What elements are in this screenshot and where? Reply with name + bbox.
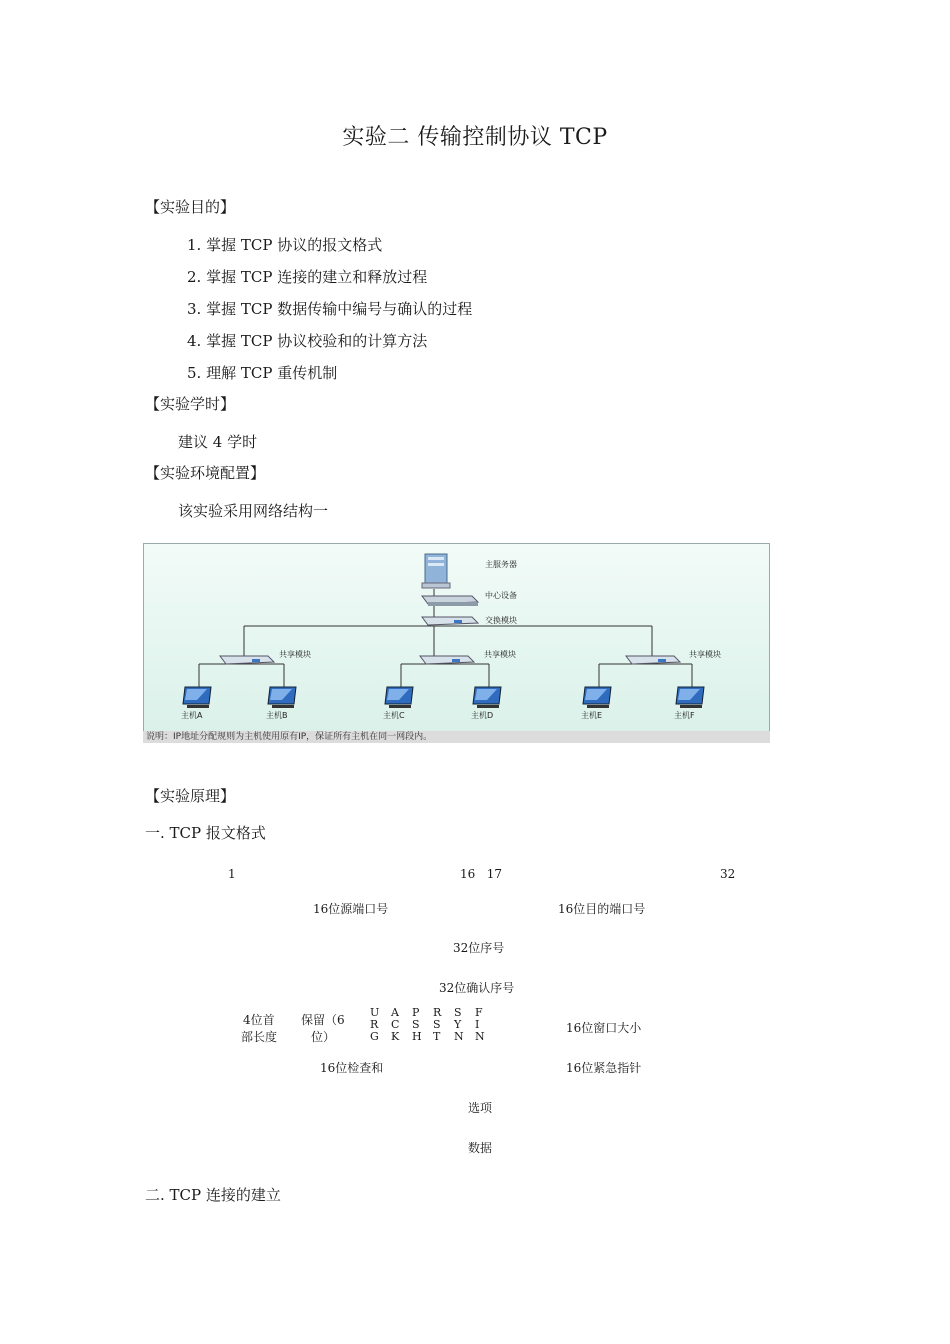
field-ack: 32位确认序号 xyxy=(439,981,515,995)
label-shared-1: 共享模块 xyxy=(279,650,311,659)
flag-letter: F xyxy=(475,1006,483,1019)
flag-letter: U xyxy=(370,1006,380,1019)
host-label: 主机E xyxy=(581,711,603,720)
flag-letter: G xyxy=(370,1030,379,1043)
switch-module-icon xyxy=(422,617,478,625)
flag-letter: K xyxy=(391,1030,400,1043)
hours-text: 建议 4 学时 xyxy=(178,433,258,451)
host-label: 主机B xyxy=(266,711,288,720)
flag-letter: R xyxy=(433,1006,442,1019)
field-urgent: 16位紧急指针 xyxy=(566,1061,642,1075)
purpose-item-1: 1. 掌握 TCP 协议的报文格式 xyxy=(187,236,383,254)
page-title: 实验二 传输控制协议 TCP xyxy=(342,125,608,150)
host-label: 主机D xyxy=(471,711,494,720)
label-shared-2: 共享模块 xyxy=(484,650,516,659)
field-checksum: 16位检查和 xyxy=(320,1061,384,1075)
label-server: 主服务器 xyxy=(485,560,517,569)
figure-caption: 说明：IP地址分配规则为主机使用原有IP，保证所有主机在同一网段内。 xyxy=(143,731,770,743)
host-computer-icon xyxy=(183,687,211,708)
host-label: 主机A xyxy=(181,711,203,720)
section-purpose: 【实验目的】 xyxy=(145,198,236,216)
field-window: 16位窗口大小 xyxy=(566,1021,642,1035)
host-label: 主机F xyxy=(674,711,695,720)
server-icon xyxy=(422,554,450,588)
field-hdr-len-line1: 4位首 xyxy=(243,1013,275,1027)
field-src-port: 16位源端口号 xyxy=(313,902,389,916)
flag-letter: S xyxy=(454,1006,462,1019)
center-device-icon xyxy=(422,596,478,606)
flag-letter: T xyxy=(433,1030,441,1043)
flag-letter: I xyxy=(475,1018,480,1031)
host-computer-icon xyxy=(385,687,413,708)
flag-letter: S xyxy=(412,1018,420,1031)
purpose-item-3: 3. 掌握 TCP 数据传输中编号与确认的过程 xyxy=(187,300,473,318)
flags-row-3 xyxy=(370,1031,496,1043)
bit-label-32: 32 xyxy=(720,867,736,881)
label-shared-3: 共享模块 xyxy=(689,650,721,659)
bit-label-16-17: 16 17 xyxy=(460,867,502,881)
flag-letter: A xyxy=(391,1006,399,1019)
flag-letter: N xyxy=(475,1030,485,1043)
shared-module-icon xyxy=(220,656,274,664)
field-reserved-line2: 位） xyxy=(311,1030,336,1044)
purpose-item-5: 5. 理解 TCP 重传机制 xyxy=(187,364,338,382)
host-computer-icon xyxy=(473,687,501,708)
flag-letter: Y xyxy=(454,1018,462,1031)
flag-letter: S xyxy=(433,1018,441,1031)
network-diagram xyxy=(143,543,770,743)
host-computer-icon xyxy=(268,687,296,708)
principle-1-heading: 一. TCP 报文格式 xyxy=(145,824,266,842)
field-seq: 32位序号 xyxy=(453,941,505,955)
label-center: 中心设备 xyxy=(485,591,517,600)
shared-module-icon xyxy=(626,656,680,664)
label-switch: 交换模块 xyxy=(485,616,517,625)
host-computer-icon xyxy=(676,687,704,708)
field-dst-port: 16位目的端口号 xyxy=(558,902,646,916)
principle-2-heading: 二. TCP 连接的建立 xyxy=(145,1186,281,1204)
flag-letter: H xyxy=(412,1030,422,1043)
field-reserved-line1: 保留（6 xyxy=(301,1013,345,1027)
field-data: 数据 xyxy=(468,1141,493,1155)
field-flags xyxy=(370,1007,496,1043)
bit-label-1: 1 xyxy=(228,867,236,881)
flag-letter: P xyxy=(412,1006,420,1019)
shared-module-icon xyxy=(420,656,474,664)
section-env: 【实验环境配置】 xyxy=(145,464,266,482)
flag-letter: R xyxy=(370,1018,379,1031)
section-hours: 【实验学时】 xyxy=(145,395,236,413)
host-computer-icon xyxy=(583,687,611,708)
field-hdr-len-line2: 部长度 xyxy=(241,1030,278,1044)
host-label: 主机C xyxy=(383,711,405,720)
flag-letter: C xyxy=(391,1018,400,1031)
env-text: 该实验采用网络结构一 xyxy=(178,502,329,520)
field-options: 选项 xyxy=(468,1101,493,1115)
flag-letter: N xyxy=(454,1030,464,1043)
section-principle: 【实验原理】 xyxy=(145,787,236,805)
purpose-item-2: 2. 掌握 TCP 连接的建立和释放过程 xyxy=(187,268,428,286)
purpose-item-4: 4. 掌握 TCP 协议校验和的计算方法 xyxy=(187,332,428,350)
